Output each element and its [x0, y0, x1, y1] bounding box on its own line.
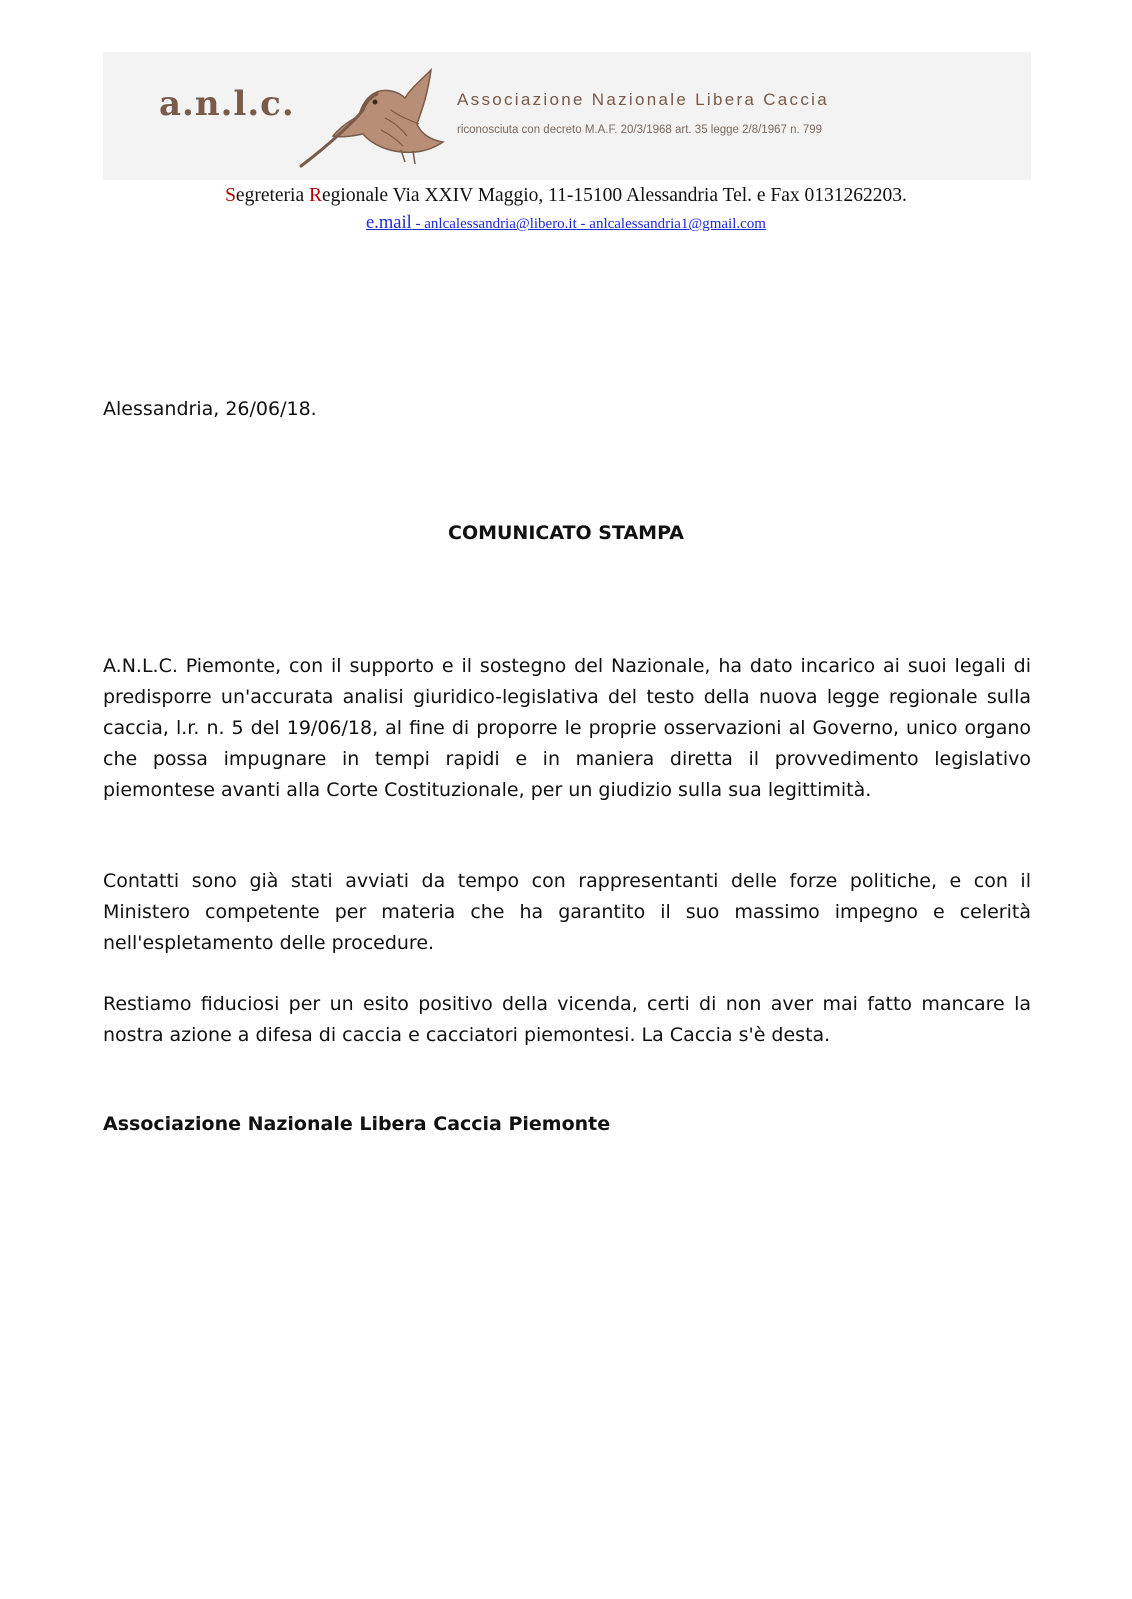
address-line	[0, 185, 1132, 207]
org-name: Associazione Nazionale Libera Caccia	[457, 90, 829, 109]
address-initial-r: R	[309, 185, 323, 206]
letter-date: Alessandria, 26/06/18.	[103, 398, 317, 420]
logo-text: a.n.l.c.	[159, 84, 295, 124]
woodcock-bird-icon	[281, 58, 449, 170]
address-text-r: egionale Via XXIV Maggio, 11-15100 Alessandria Tel. e Fax 0131262203.	[322, 185, 907, 206]
email-link-libero[interactable]: anlcalessandria@libero.it	[424, 216, 577, 232]
signature: Associazione Nazionale Libera Caccia Piemonte	[103, 1113, 611, 1135]
letterhead	[103, 52, 1031, 180]
email-label: e.mail	[366, 213, 412, 233]
email-link-gmail[interactable]: anlcalessandria1@gmail.com	[589, 216, 766, 232]
body-paragraph: Restiamo fiduciosi per un esito positivo della vicenda, certi di non aver mai fatto mancare la nostra azione a difesa di caccia e cacciatori piemontesi. La Caccia s'è desta.	[103, 993, 1031, 1046]
letter-title: COMUNICATO STAMPA	[448, 522, 684, 544]
contacts-line	[0, 213, 1132, 234]
address-text-s: egreteria	[235, 185, 309, 206]
body-paragraph: Contatti sono già stati avviati da tempo con rappresentanti delle forze politiche, e con il Ministero competente per materia che ha garantito il suo massimo impegno e celerità nell'espletamento delle procedure.	[103, 870, 1031, 954]
org-decree: riconosciuta con decreto M.A.F. 20/3/1968 art. 35 legge 2/8/1967 n. 799	[457, 124, 823, 136]
email-separator: -	[411, 216, 425, 232]
body-paragraph: A.N.L.C. Piemonte, con il supporto e il sostegno del Nazionale, ha dato incarico ai suoi legali di predisporre un'accurata analisi giuridico-legislativa del testo della nuova legge regionale sulla caccia, l.r. n. 5 del 19/06/18, al fine di proporre le proprie osservazioni al Governo, unico organo che possa impugnare in tempi rapidi e in maniera diretta il provvedimento legislativo piemontese avanti alla Corte Costituzionale, per un giudizio sulla sua legittimità.	[103, 655, 1031, 801]
address-initial-s: S	[225, 185, 236, 206]
email-separator: -	[576, 216, 590, 232]
